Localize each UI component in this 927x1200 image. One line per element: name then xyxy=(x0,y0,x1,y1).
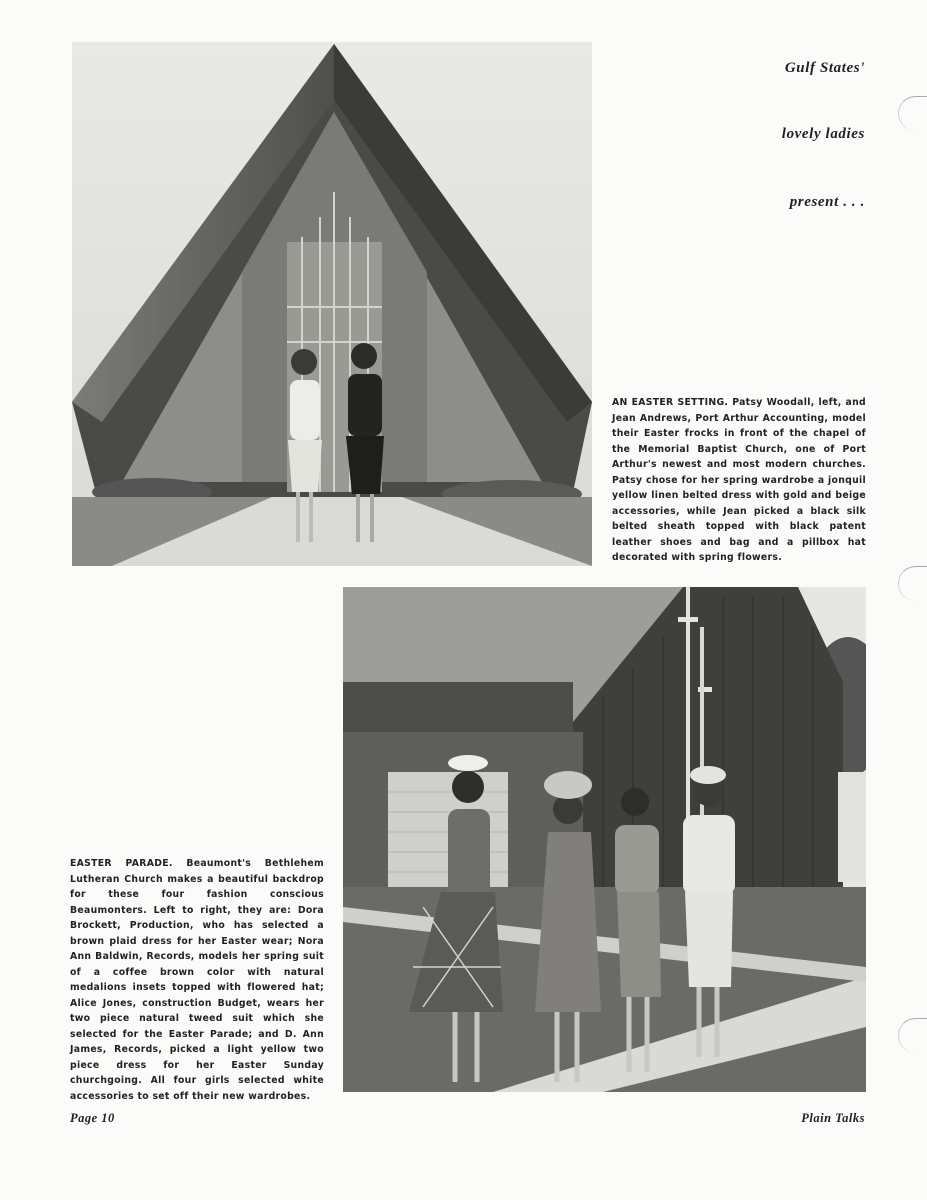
caption-easter-setting-body: Patsy Woodall, left, and Jean Andrews, Port Arthur Accounting, model their Easter frocks in front of the chapel of the Memorial Baptist Church, one of Port Arthur's newest and most modern churches. Patsy chose for her spring wardrobe a jonquil yellow linen belted dress with gold and beige accessories, while Jean picked a black silk belted sheath topped with black patent leather shoes and bag and a pillbox hat decorated with spring flowers. xyxy=(612,397,866,563)
photo-lutheran-church xyxy=(343,587,866,1092)
binder-hole-bottom xyxy=(898,1018,927,1053)
caption-easter-parade-body: Beaumont's Bethlehem Lutheran Church makes a beautiful backdrop for these four fashion conscious Beaumonters. Left to right, they are: Dora Brockett, Production, who has selected a brown plaid dress for her Easter wear; Nora Ann Baldwin, Records, models her spring suit of a coffee brown color with natural medalions insets topped with flowered hat; Alice Jones, construction Budget, wears her two piece natural tweed suit which she selected for the Easter Parade; and D. Ann James, Records, picked a light yellow two piece dress for her Easter Sunday churchgoing. All four girls selected white accessories to set off their new wardrobes. xyxy=(70,858,324,1102)
page-number: Page 10 xyxy=(70,1111,115,1125)
caption-easter-setting-lead: AN EASTER SETTING. xyxy=(612,397,729,408)
headline-line-3: present . . . xyxy=(789,194,865,210)
headline-line-2: lovely ladies xyxy=(781,126,865,142)
binder-hole-top xyxy=(898,96,927,131)
caption-easter-parade xyxy=(70,856,324,1104)
photo-chapel xyxy=(72,42,592,566)
binder-hole-middle xyxy=(898,566,927,601)
caption-easter-setting xyxy=(612,395,866,566)
headline-line-1: Gulf States' xyxy=(784,60,865,76)
publication-name: Plain Talks xyxy=(801,1111,865,1125)
caption-easter-parade-lead: EASTER PARADE. xyxy=(70,858,173,869)
